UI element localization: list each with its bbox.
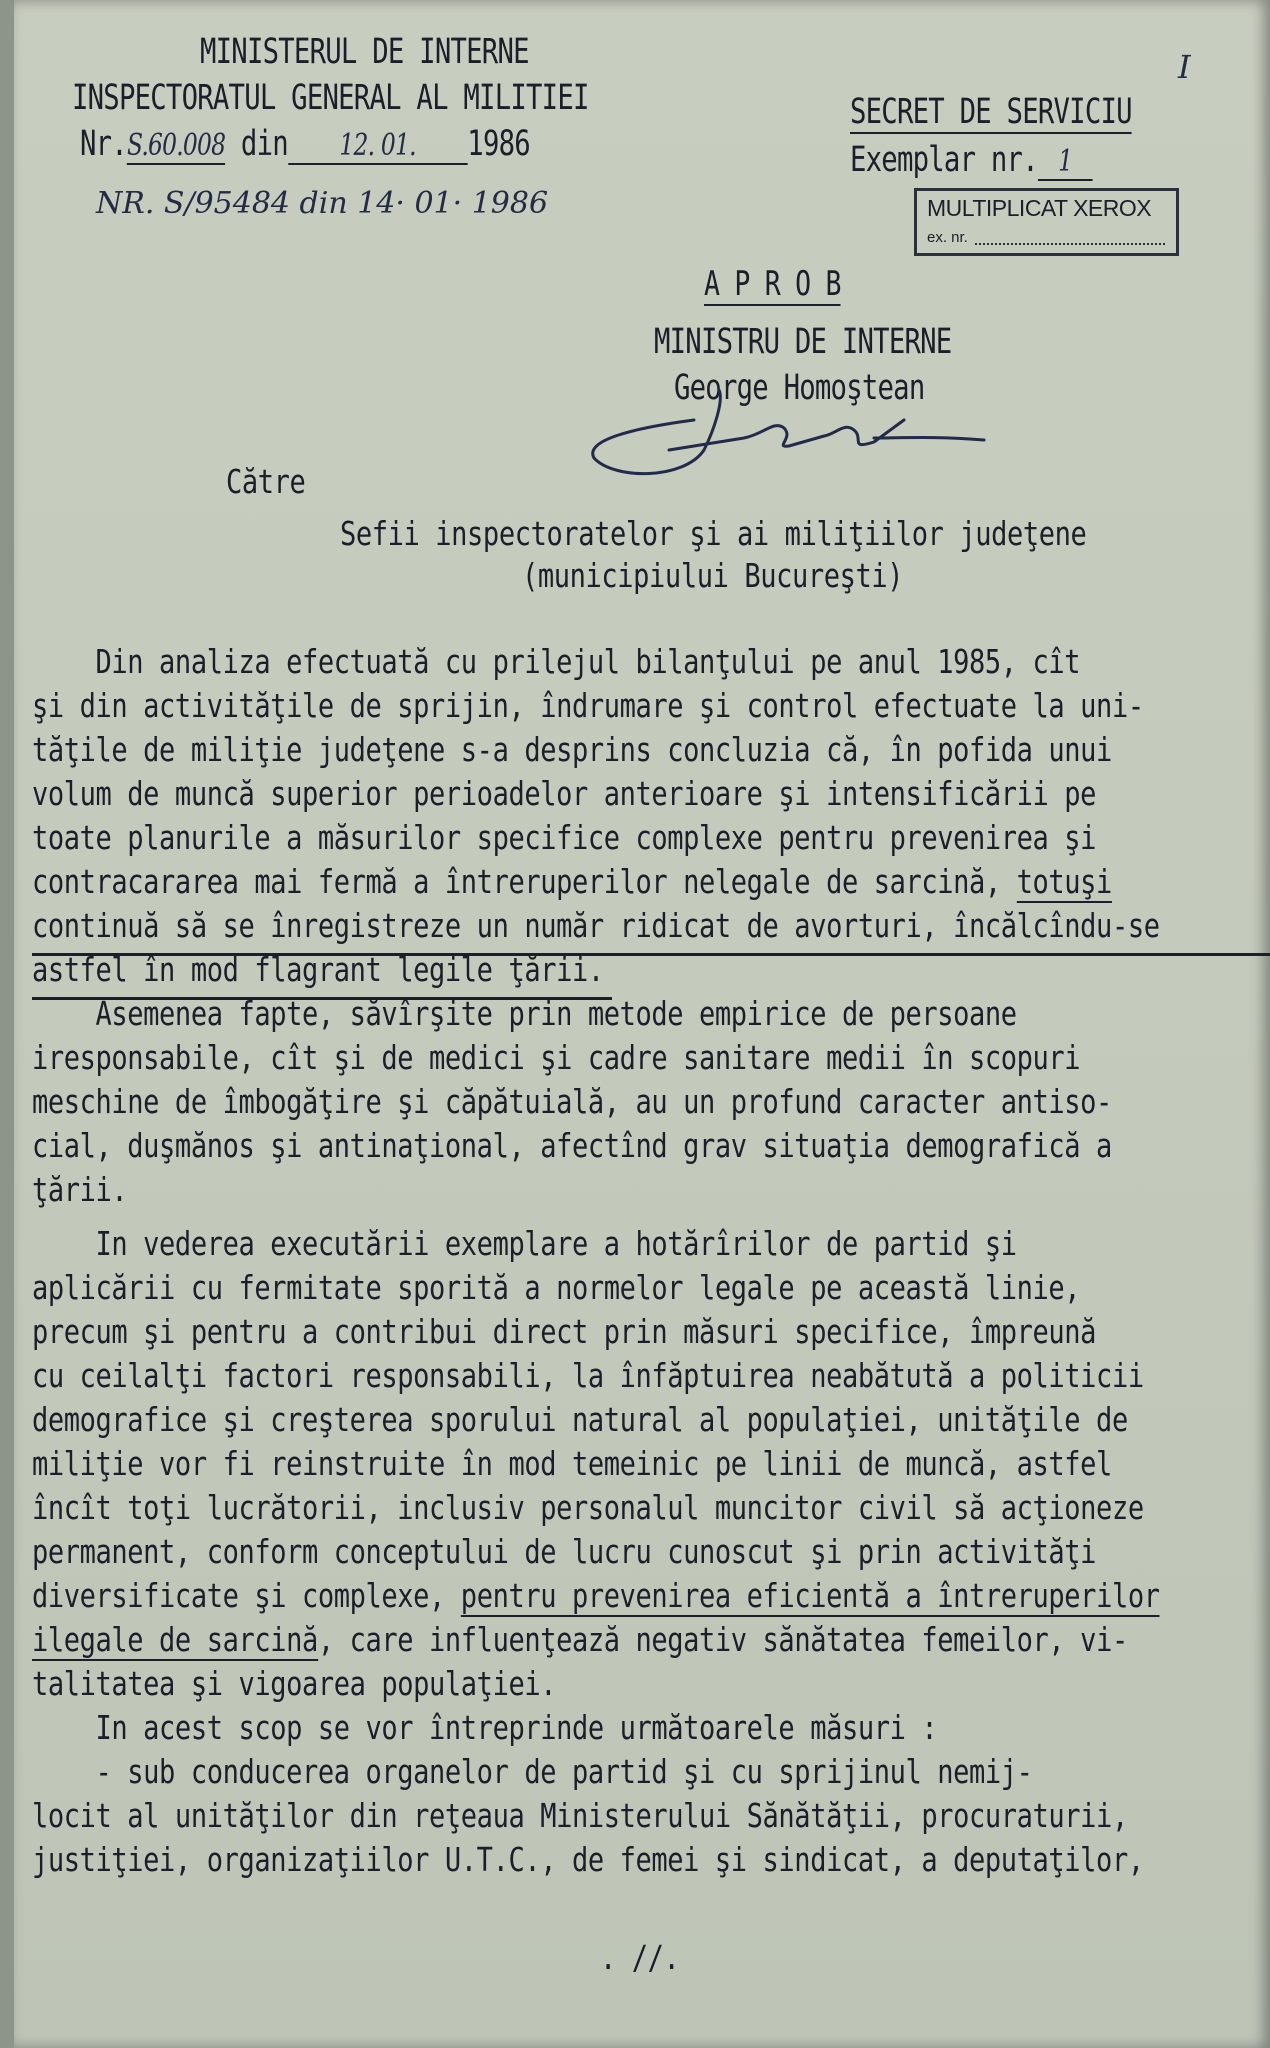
date-value: 12. 01. xyxy=(288,128,467,165)
body-line: Din analiza efectuată cu prilejul bilanţului pe anul 1985, cît xyxy=(32,642,1081,681)
handwritten-registration: NR. S/95484 din 14· 01· 1986 xyxy=(96,186,549,221)
secret-label: SECRET DE SERVICIU xyxy=(850,92,1132,132)
page-mark: I xyxy=(1178,48,1191,86)
exemplar-value: 1 xyxy=(1038,144,1093,181)
year: 1986 xyxy=(467,124,530,164)
document-number-line xyxy=(80,124,530,165)
stamp-line-2: ex. nr. xyxy=(927,229,968,246)
addressee-line-2: (municipiului Bucureşti) xyxy=(522,556,904,595)
body-text: contracararea mai fermă a întreruperilor nelegale de sarcină, xyxy=(32,862,1017,901)
body-line: încît toţi lucrătorii, inclusiv personalul muncitor civil să acţioneze xyxy=(32,1488,1144,1527)
body-line-underlined: astfel în mod flagrant legile ţării. xyxy=(32,950,604,989)
underlined-text: totuşi xyxy=(1016,862,1112,901)
body-line xyxy=(32,1576,1160,1615)
body-text: , care influenţează negativ sănătatea femeilor, vi- xyxy=(317,1620,1128,1659)
body-line: permanent, conform conceptului de lucru cunoscut şi prin activităţi xyxy=(32,1532,1097,1571)
body-line: demografice şi creşterea sporului natural al populaţiei, unităţile de xyxy=(32,1400,1128,1439)
din-label: din xyxy=(240,124,288,164)
body-line: talitatea şi vigoarea populaţiei. xyxy=(32,1664,557,1703)
body-line: volum de muncă superior perioadelor anterioare şi intensificării pe xyxy=(32,774,1097,813)
body-line: aplicării cu fermitate sporită a normelor legale pe această linie, xyxy=(32,1268,1081,1307)
exemplar-label: Exemplar nr. xyxy=(850,140,1038,180)
body-line xyxy=(32,1620,1128,1659)
addressee-line-1: Sefii inspectoratelor şi ai miliţiilor judeţene xyxy=(340,514,1087,553)
document-page xyxy=(14,0,1270,2048)
body-line-underlined: continuă să se înregistreze un număr ridicat de avorturi, încălcîndu-se xyxy=(32,906,1160,945)
approval-role: MINISTRU DE INTERNE xyxy=(654,322,952,362)
body-line: miliţie vor fi reinstruite în mod temeinic pe linii de muncă, astfel xyxy=(32,1444,1112,1483)
approval-title: A P R O B xyxy=(704,264,841,304)
nr-value: S.60.008 xyxy=(126,128,226,163)
underlined-text: pentru prevenirea eficientă a întreruperilor xyxy=(460,1576,1160,1615)
body-line: cu ceilalţi factori responsabili, la înfăptuirea neabătută a politicii xyxy=(32,1356,1144,1395)
body-line: In vederea executării exemplare a hotărîrilor de partid şi xyxy=(32,1224,1017,1263)
body-line: Asemenea fapte, săvîrşite prin metode empirice de persoane xyxy=(32,994,1017,1033)
xerox-stamp xyxy=(914,188,1179,256)
addressee-label: Către xyxy=(226,462,306,501)
body-line: toate planurile a măsurilor specifice complexe pentru prevenirea şi xyxy=(32,818,1097,857)
body-line: iresponsabile, cît şi de medici şi cadre sanitare medii în scopuri xyxy=(32,1038,1081,1077)
body-text: diversificate şi complexe, xyxy=(32,1576,461,1615)
stamp-dotted-line xyxy=(975,243,1165,245)
continuation-mark: . //. xyxy=(600,1938,680,1977)
body-line: tăţile de miliţie judeţene s-a desprins concluzia că, în pofida unui xyxy=(32,730,1112,769)
body-line: precum şi pentru a contribui direct prin măsuri specifice, împreună xyxy=(32,1312,1097,1351)
exemplar-line xyxy=(850,140,1092,181)
body-line xyxy=(32,862,1112,901)
body-line: locit al unităţilor din reţeaua Ministerului Sănătăţii, procuraturii, xyxy=(32,1796,1128,1835)
body-line: justiţiei, organizaţiilor U.T.C., de femei şi sindicat, a deputaţilor, xyxy=(32,1840,1144,1879)
signature xyxy=(574,380,1004,500)
ministry-header: MINISTERUL DE INTERNE xyxy=(200,32,529,72)
body-line: cial, duşmănos şi antinaţional, afectînd grav situaţia demografică a xyxy=(32,1126,1112,1165)
body-line: ţării. xyxy=(32,1170,128,1209)
body-line: - sub conducerea organelor de partid şi cu sprijinul nemij- xyxy=(32,1752,1033,1791)
approval-name: George Homoştean xyxy=(674,368,925,408)
body-line: şi din activităţile de sprijin, îndrumare şi control efectuate la uni- xyxy=(32,686,1144,725)
stamp-line-1: MULTIPLICAT XEROX xyxy=(927,195,1152,221)
inspectorate-header: INSPECTORATUL GENERAL AL MILITIEI xyxy=(72,78,589,118)
body-line: In acest scop se vor întreprinde următoarele măsuri : xyxy=(32,1708,938,1747)
nr-prefix: Nr. xyxy=(80,124,127,164)
underlined-text: ilegale de sarcină xyxy=(32,1620,318,1659)
body-line: meschine de îmbogăţire şi căpătuială, au un profund caracter antiso- xyxy=(32,1082,1112,1121)
